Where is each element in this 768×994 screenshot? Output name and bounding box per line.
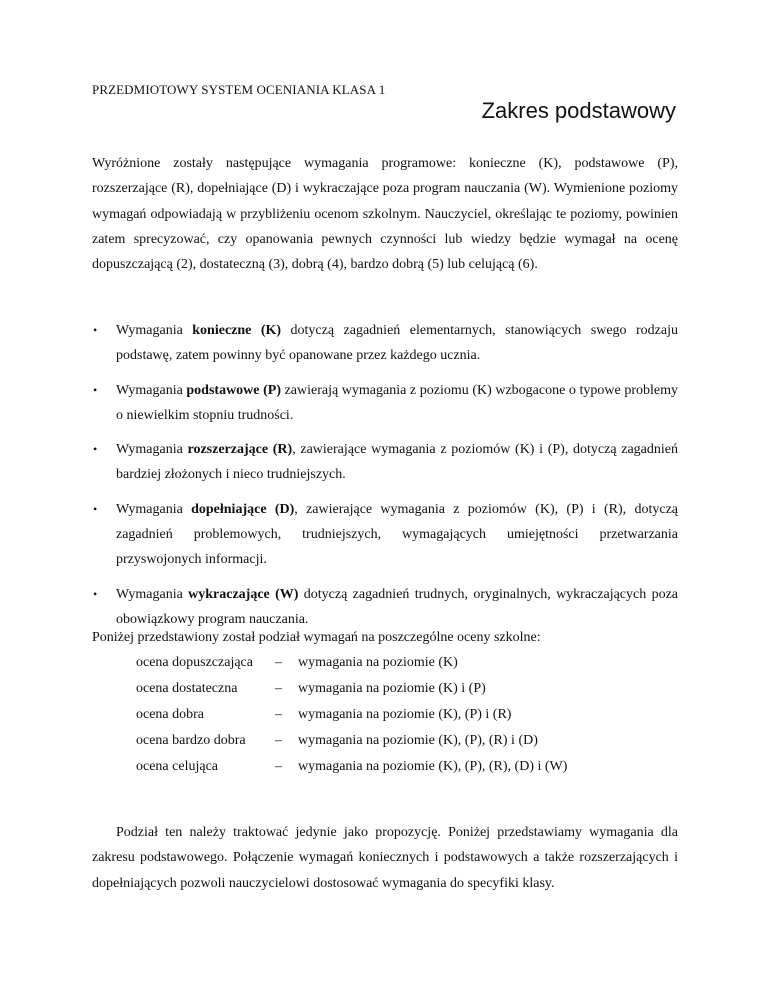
grade-dash: –	[275, 759, 282, 774]
grade-dash: –	[275, 707, 282, 722]
item-prefix: Wymagania	[116, 501, 192, 517]
bullet-icon: •	[93, 382, 98, 397]
list-item	[92, 318, 678, 369]
document-subtitle: Zakres podstawowy	[481, 98, 676, 123]
table-row	[136, 759, 567, 785]
item-term: konieczne (K)	[192, 323, 282, 338]
item-prefix: Wymagania	[116, 586, 189, 602]
item-text: , zawierające wymagania z poziomów (K) i (P), dotyczą zagadnień bardziej złożonych i nieco trudniejszych.	[116, 442, 678, 483]
grade-requirement: wymagania na poziomie (K), (P), (R) i (D)	[298, 733, 538, 748]
bullet-icon: •	[93, 323, 98, 337]
bullet-icon: •	[93, 442, 98, 457]
closing-paragraph: Podział ten należy traktować jedynie jako propozycję. Poniżej przedstawiamy wymagania dla zakresu podstawowego. Połączenie wymagań koniecznych i podstawowych a także rozszerzających i dopełniających pozwoli nauczycielowi dostosować wymagania do specyfiki klasy.	[92, 825, 678, 891]
item-prefix: Wymagania	[116, 442, 188, 458]
bullet-icon: •	[93, 501, 98, 516]
grade-dash: –	[275, 655, 282, 670]
grade-name: ocena celująca	[136, 759, 218, 774]
item-text: zawierają wymagania z poziomu (K) wzbogacone o typowe problemy o niewielkim stopniu trudności.	[116, 382, 678, 423]
grade-requirement: wymagania na poziomie (K)	[298, 655, 458, 670]
item-text: dotyczą zagadnień trudnych, oryginalnych, wykraczających poza obowiązkowy program nauczania.	[116, 586, 678, 627]
item-term: wykraczające (W)	[188, 586, 299, 602]
grade-dash: –	[275, 733, 282, 748]
item-term: dopełniające (D)	[191, 501, 295, 517]
grade-requirement: wymagania na poziomie (K) i (P)	[298, 681, 486, 696]
table-row	[136, 655, 567, 681]
item-text: dotyczą zagadnień elementarnych, stanowiących swego rodzaju podstawę, zatem powinny być opanowane przez każdego ucznia.	[116, 323, 678, 364]
grade-name: ocena bardzo dobra	[136, 733, 246, 748]
item-term: podstawowe (P)	[186, 382, 281, 398]
grade-name: ocena dostateczna	[136, 681, 238, 696]
grade-requirement: wymagania na poziomie (K), (P), (R), (D) i (W)	[298, 759, 568, 774]
bullet-icon: •	[93, 586, 98, 601]
grade-name: ocena dobra	[136, 707, 205, 722]
document-title: PRZEDMIOTOWY SYSTEM OCENIANIA KLASA 1	[92, 82, 386, 97]
grade-dash: –	[275, 681, 282, 696]
item-term: rozszerzające (R)	[187, 442, 293, 458]
table-row	[136, 733, 567, 759]
grades-lead: Poniżej przedstawiony został podział wymagań na poszczególne oceny szkolne:	[92, 630, 541, 645]
table-row	[136, 681, 567, 707]
item-text: , zawierające wymagania z poziomów (K), (P) i (R), dotyczą zagadnień problemowych, trudniejszych, wymagających umiejętności przetwarzania przyswojonych informacji.	[116, 501, 678, 568]
requirements-list	[92, 318, 678, 641]
list-item	[92, 378, 678, 429]
intro-paragraph: Wyróżnione zostały następujące wymagania programowe: konieczne (K), podstawowe (P), rozszerzające (R), dopełniające (D) i wykraczające poza program nauczania (W). Wymienione poziomy wymagań odpowiadają w przybliżeniu ocenom szkolnym. Nauczyciel, określając te poziomy, powinien zatem sprecyzować, czy opanowania pewnych czynności lub wiedzy będzie wymagał na ocenę dopuszczającą (2), dostateczną (3), dobrą (4), bardzo dobrą (5) lub celującą (6).	[92, 156, 678, 273]
item-prefix: Wymagania	[116, 323, 193, 338]
grade-requirement: wymagania na poziomie (K), (P) i (R)	[298, 707, 512, 722]
item-prefix: Wymagania	[116, 382, 187, 398]
list-item	[92, 497, 678, 573]
list-item	[92, 437, 678, 488]
table-row	[136, 707, 567, 733]
grade-name: ocena dopuszczająca	[136, 655, 253, 670]
grades-table	[136, 655, 567, 785]
